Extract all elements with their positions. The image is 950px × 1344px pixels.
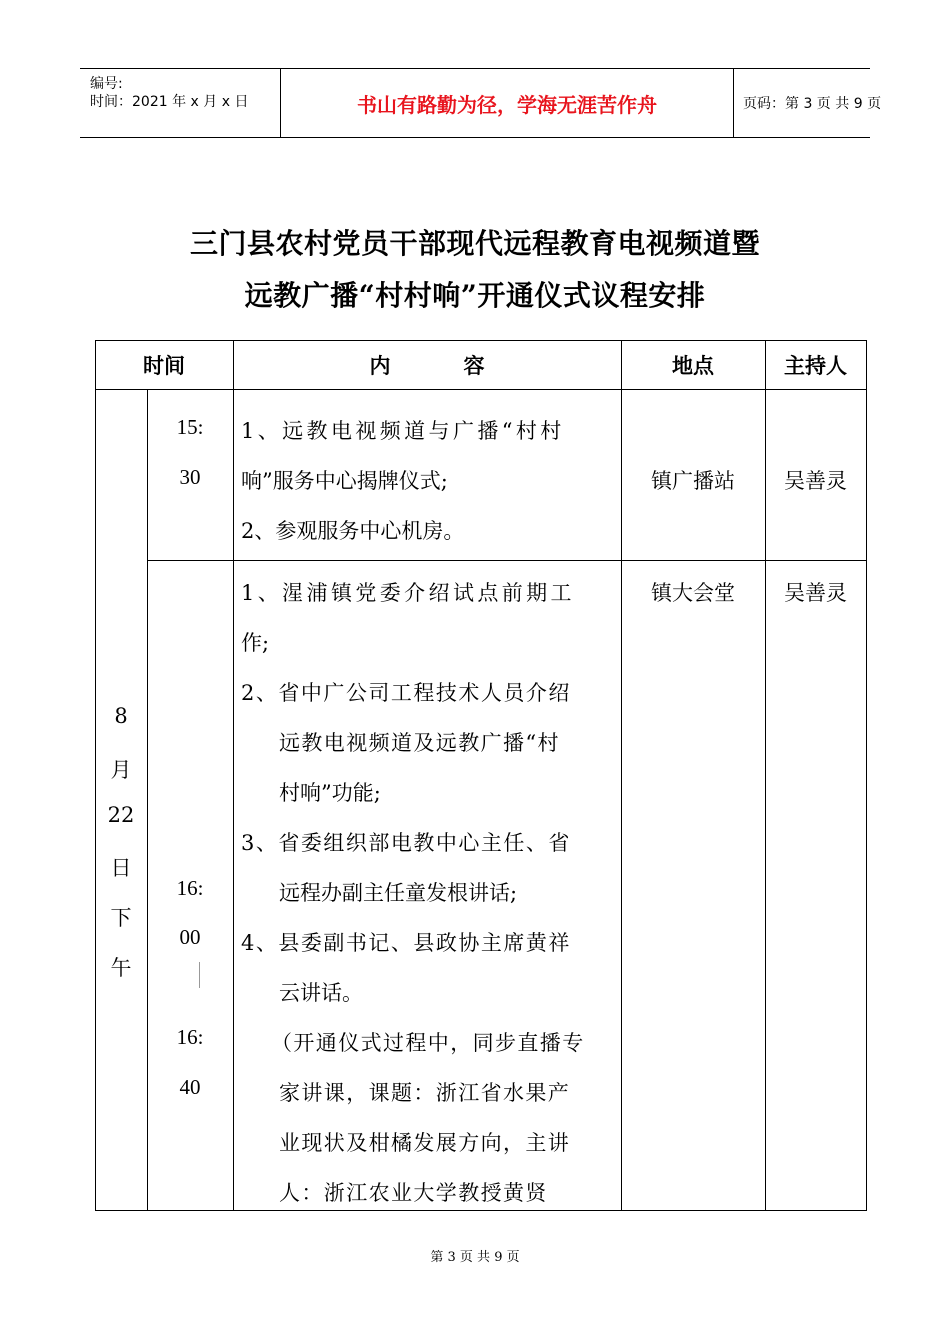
row2-content-line: 4、县委副书记、县政协主席黄祥 <box>241 931 571 955</box>
row2-content-line: 家讲课，课题：浙江省水果产 <box>279 1081 571 1105</box>
row2-time-start-minute: 00 <box>179 925 201 949</box>
row2-content-line: 1、湦浦镇党委介绍试点前期工 <box>241 581 575 605</box>
time-content-divider <box>233 340 234 1211</box>
row1-content-line: 1、远教电视频道与广播“村村 <box>241 419 565 443</box>
row1-place: 镇广播站 <box>651 469 735 493</box>
row2-content-line: 远程办副主任童发根讲话; <box>279 881 518 905</box>
column-header-time: 时间 <box>143 354 185 378</box>
row1-host: 吴善灵 <box>784 469 847 493</box>
header-motto-cell <box>280 69 734 137</box>
date-char: 日 <box>110 856 132 880</box>
row2-place: 镇大会堂 <box>651 581 735 605</box>
row2-content-line: 云讲话。 <box>279 981 363 1005</box>
column-header-host: 主持人 <box>784 354 847 378</box>
document-title-line2: 远教广播“村村响”开通仪式议程安排 <box>244 279 706 312</box>
date-char: 8 <box>114 704 128 728</box>
page-header <box>80 68 882 138</box>
date-char: 午 <box>110 956 132 980</box>
row2-content-line: 作; <box>241 631 270 655</box>
row2-content-line: 人：浙江农业大学教授黄贤 <box>279 1181 548 1205</box>
row1-content-line: 响”服务中心揭牌仪式; <box>241 469 448 493</box>
date-char: 月 <box>110 758 132 782</box>
time-range-dash <box>199 962 200 988</box>
column-header-place: 地点 <box>672 354 714 378</box>
date-char: 22 <box>107 803 135 827</box>
row2-time-end-minute: 40 <box>179 1075 201 1099</box>
document-number-label: 编号: <box>90 76 123 92</box>
table-border-right <box>866 340 867 1211</box>
row1-content-line: 2、参观服务中心机房。 <box>241 519 465 543</box>
agenda-table <box>95 340 867 1211</box>
document-date-label: 时间：2021 年 x 月 x 日 <box>90 94 249 110</box>
row2-content-line: 2、省中广公司工程技术人员介绍 <box>241 681 571 705</box>
row2-time-end-hour: 16: <box>176 1025 204 1049</box>
row2-content-line: 村响”功能; <box>279 781 381 805</box>
date-char: 下 <box>110 906 132 930</box>
document-title-line1: 三门县农村党员干部现代远程教育电视频道暨 <box>189 227 760 260</box>
row1-time-end: 30 <box>179 465 201 489</box>
table-border-bottom <box>95 1210 867 1211</box>
row2-content-line: 3、省委组织部电教中心主任、省 <box>241 831 571 855</box>
header-motto: 书山有路勤为径，学海无涯苦作舟 <box>357 92 657 117</box>
row2-host: 吴善灵 <box>784 581 847 605</box>
row2-content-line: 业现状及柑橘发展方向，主讲 <box>279 1131 571 1155</box>
row2-time-start-hour: 16: <box>176 876 204 900</box>
header-page-label: 页码：第 3 页 共 9 页 <box>743 96 882 112</box>
row1-time-start: 15: <box>176 415 204 439</box>
header-meta <box>80 69 280 137</box>
row2-content-line: 远教电视频道及远教广播“村 <box>279 731 560 755</box>
column-header-content: 内 容 <box>369 354 485 378</box>
row-divider <box>147 560 867 561</box>
row2-content-line: （开通仪式过程中，同步直播专 <box>271 1031 585 1055</box>
page-footer: 第 3 页 共 9 页 <box>430 1250 520 1265</box>
